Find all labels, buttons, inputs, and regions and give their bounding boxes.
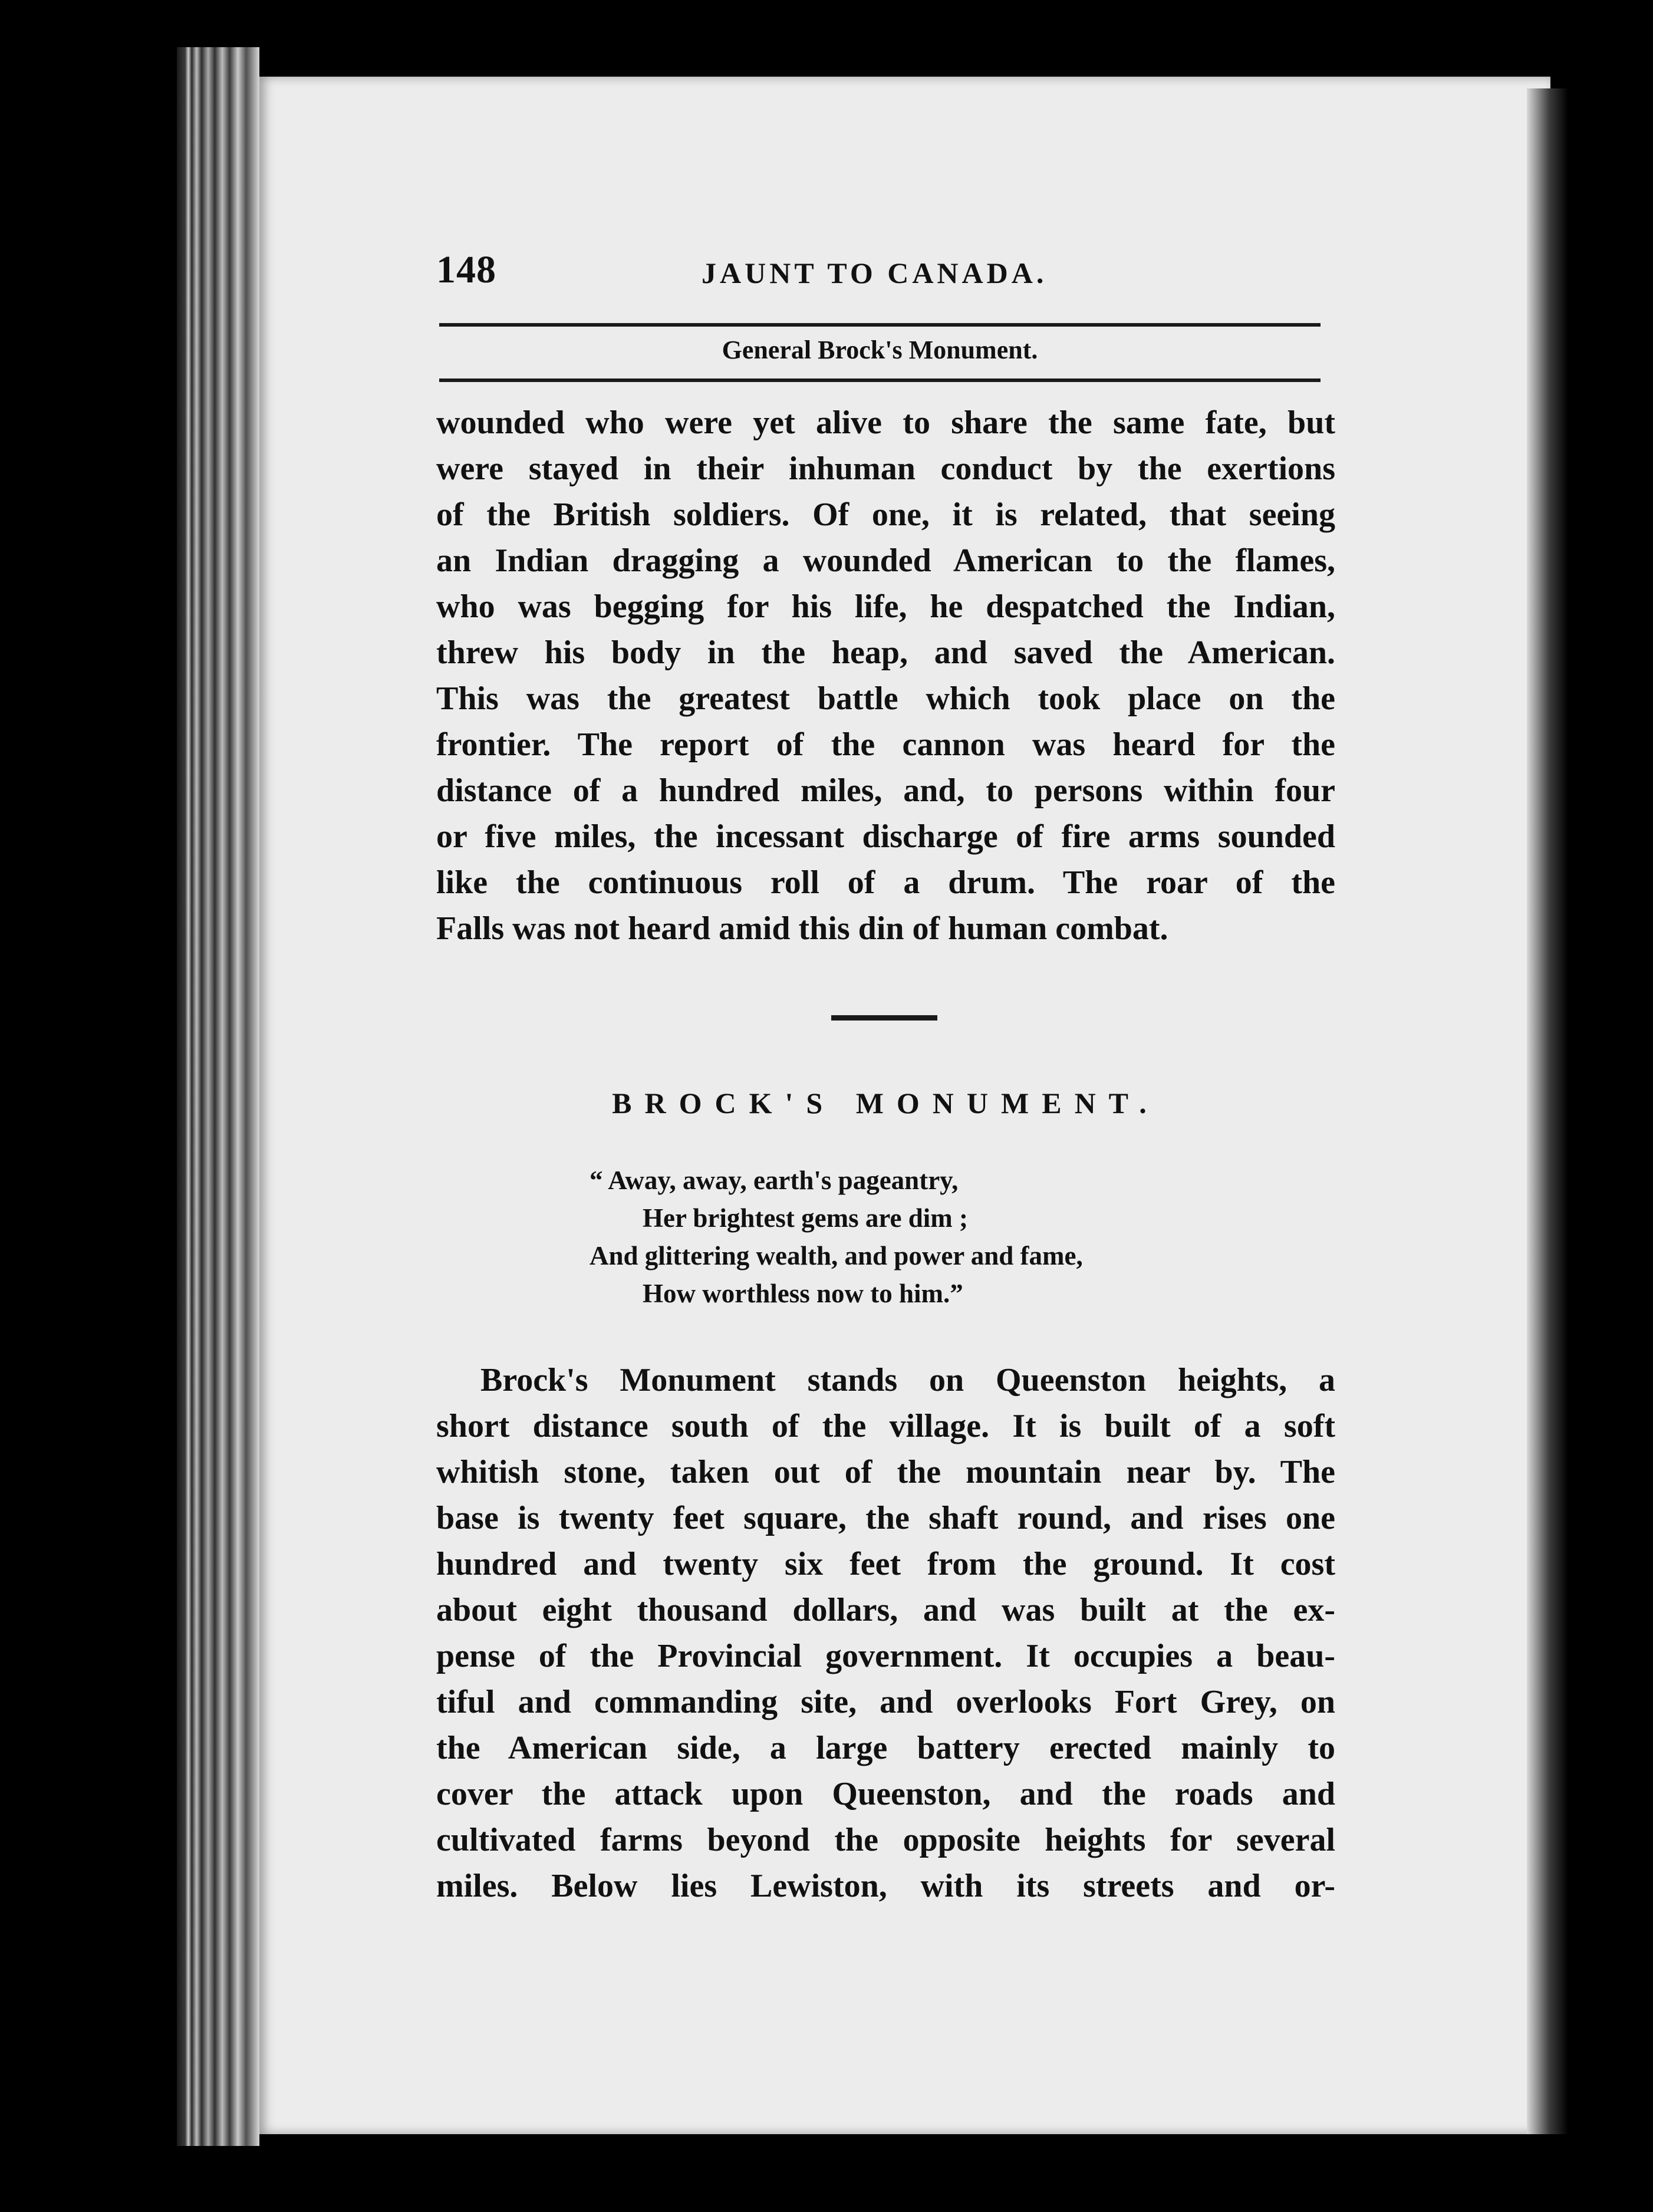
text-line: base is twenty feet square, the shaft round, and rises one	[436, 1500, 1335, 1536]
text-line: Brock's Monument stands on Queenston heights, a	[480, 1362, 1335, 1398]
book-spine-edge	[177, 47, 259, 2146]
text-line: or five miles, the incessant discharge of fire arms sounded	[436, 818, 1335, 855]
section-divider	[831, 1015, 937, 1021]
poem-line: And glittering wealth, and power and fame,	[590, 1241, 1083, 1270]
text-line: about eight thousand dollars, and was built at the ex-	[436, 1592, 1335, 1628]
text-line: an Indian dragging a wounded American to the flames,	[436, 542, 1335, 579]
text-line: short distance south of the village. It is built of a soft	[436, 1408, 1335, 1444]
text-line: miles. Below lies Lewiston, with its streets and or-	[436, 1868, 1335, 1904]
page-right-edge	[1527, 88, 1568, 2134]
poem-line: “ Away, away, earth's pageantry,	[590, 1166, 959, 1195]
page-number: 148	[436, 248, 496, 291]
section-subtitle: General Brock's Monument.	[722, 335, 1038, 364]
text-line: cover the attack upon Queenston, and the roads and	[436, 1776, 1335, 1812]
poem-line: Her brightest gems are dim ;	[643, 1203, 968, 1233]
text-line: Falls was not heard amid this din of human combat.	[436, 910, 1168, 947]
text-line: threw his body in the heap, and saved the American.	[436, 634, 1335, 671]
paragraph-1	[436, 400, 1335, 952]
text-line: pense of the Provincial government. It occupies a beau-	[436, 1638, 1335, 1674]
text-line: wounded who were yet alive to share the same fate, but	[436, 404, 1335, 441]
text-line: cultivated farms beyond the opposite heights for several	[436, 1822, 1335, 1858]
text-line: hundred and twenty six feet from the ground. It cost	[436, 1546, 1335, 1582]
header-rule-top	[439, 323, 1321, 327]
header-rule-bottom	[439, 378, 1321, 382]
paragraph-2	[436, 1357, 1335, 1909]
running-title: JAUNT TO CANADA.	[702, 256, 1048, 289]
text-line: tiful and commanding site, and overlooks Fort Grey, on	[436, 1684, 1335, 1720]
text-line: of the British soldiers. Of one, it is related, that seeing	[436, 496, 1335, 533]
section-heading: BROCK'S MONUMENT.	[612, 1087, 1160, 1120]
text-line: distance of a hundred miles, and, to persons within four	[436, 772, 1335, 809]
text-line: This was the greatest battle which took place on the	[436, 680, 1335, 717]
text-line: frontier. The report of the cannon was heard for the	[436, 726, 1335, 763]
text-line: were stayed in their inhuman conduct by the exertions	[436, 450, 1335, 487]
text-line: like the continuous roll of a drum. The roar of the	[436, 864, 1335, 901]
epigraph-poem	[590, 1161, 1297, 1312]
text-line: whitish stone, taken out of the mountain near by. The	[436, 1454, 1335, 1490]
page-header	[436, 248, 1321, 307]
text-line: the American side, a large battery erected mainly to	[436, 1730, 1335, 1766]
poem-line: How worthless now to him.”	[643, 1279, 963, 1308]
text-line: who was begging for his life, he despatched the Indian,	[436, 588, 1335, 625]
